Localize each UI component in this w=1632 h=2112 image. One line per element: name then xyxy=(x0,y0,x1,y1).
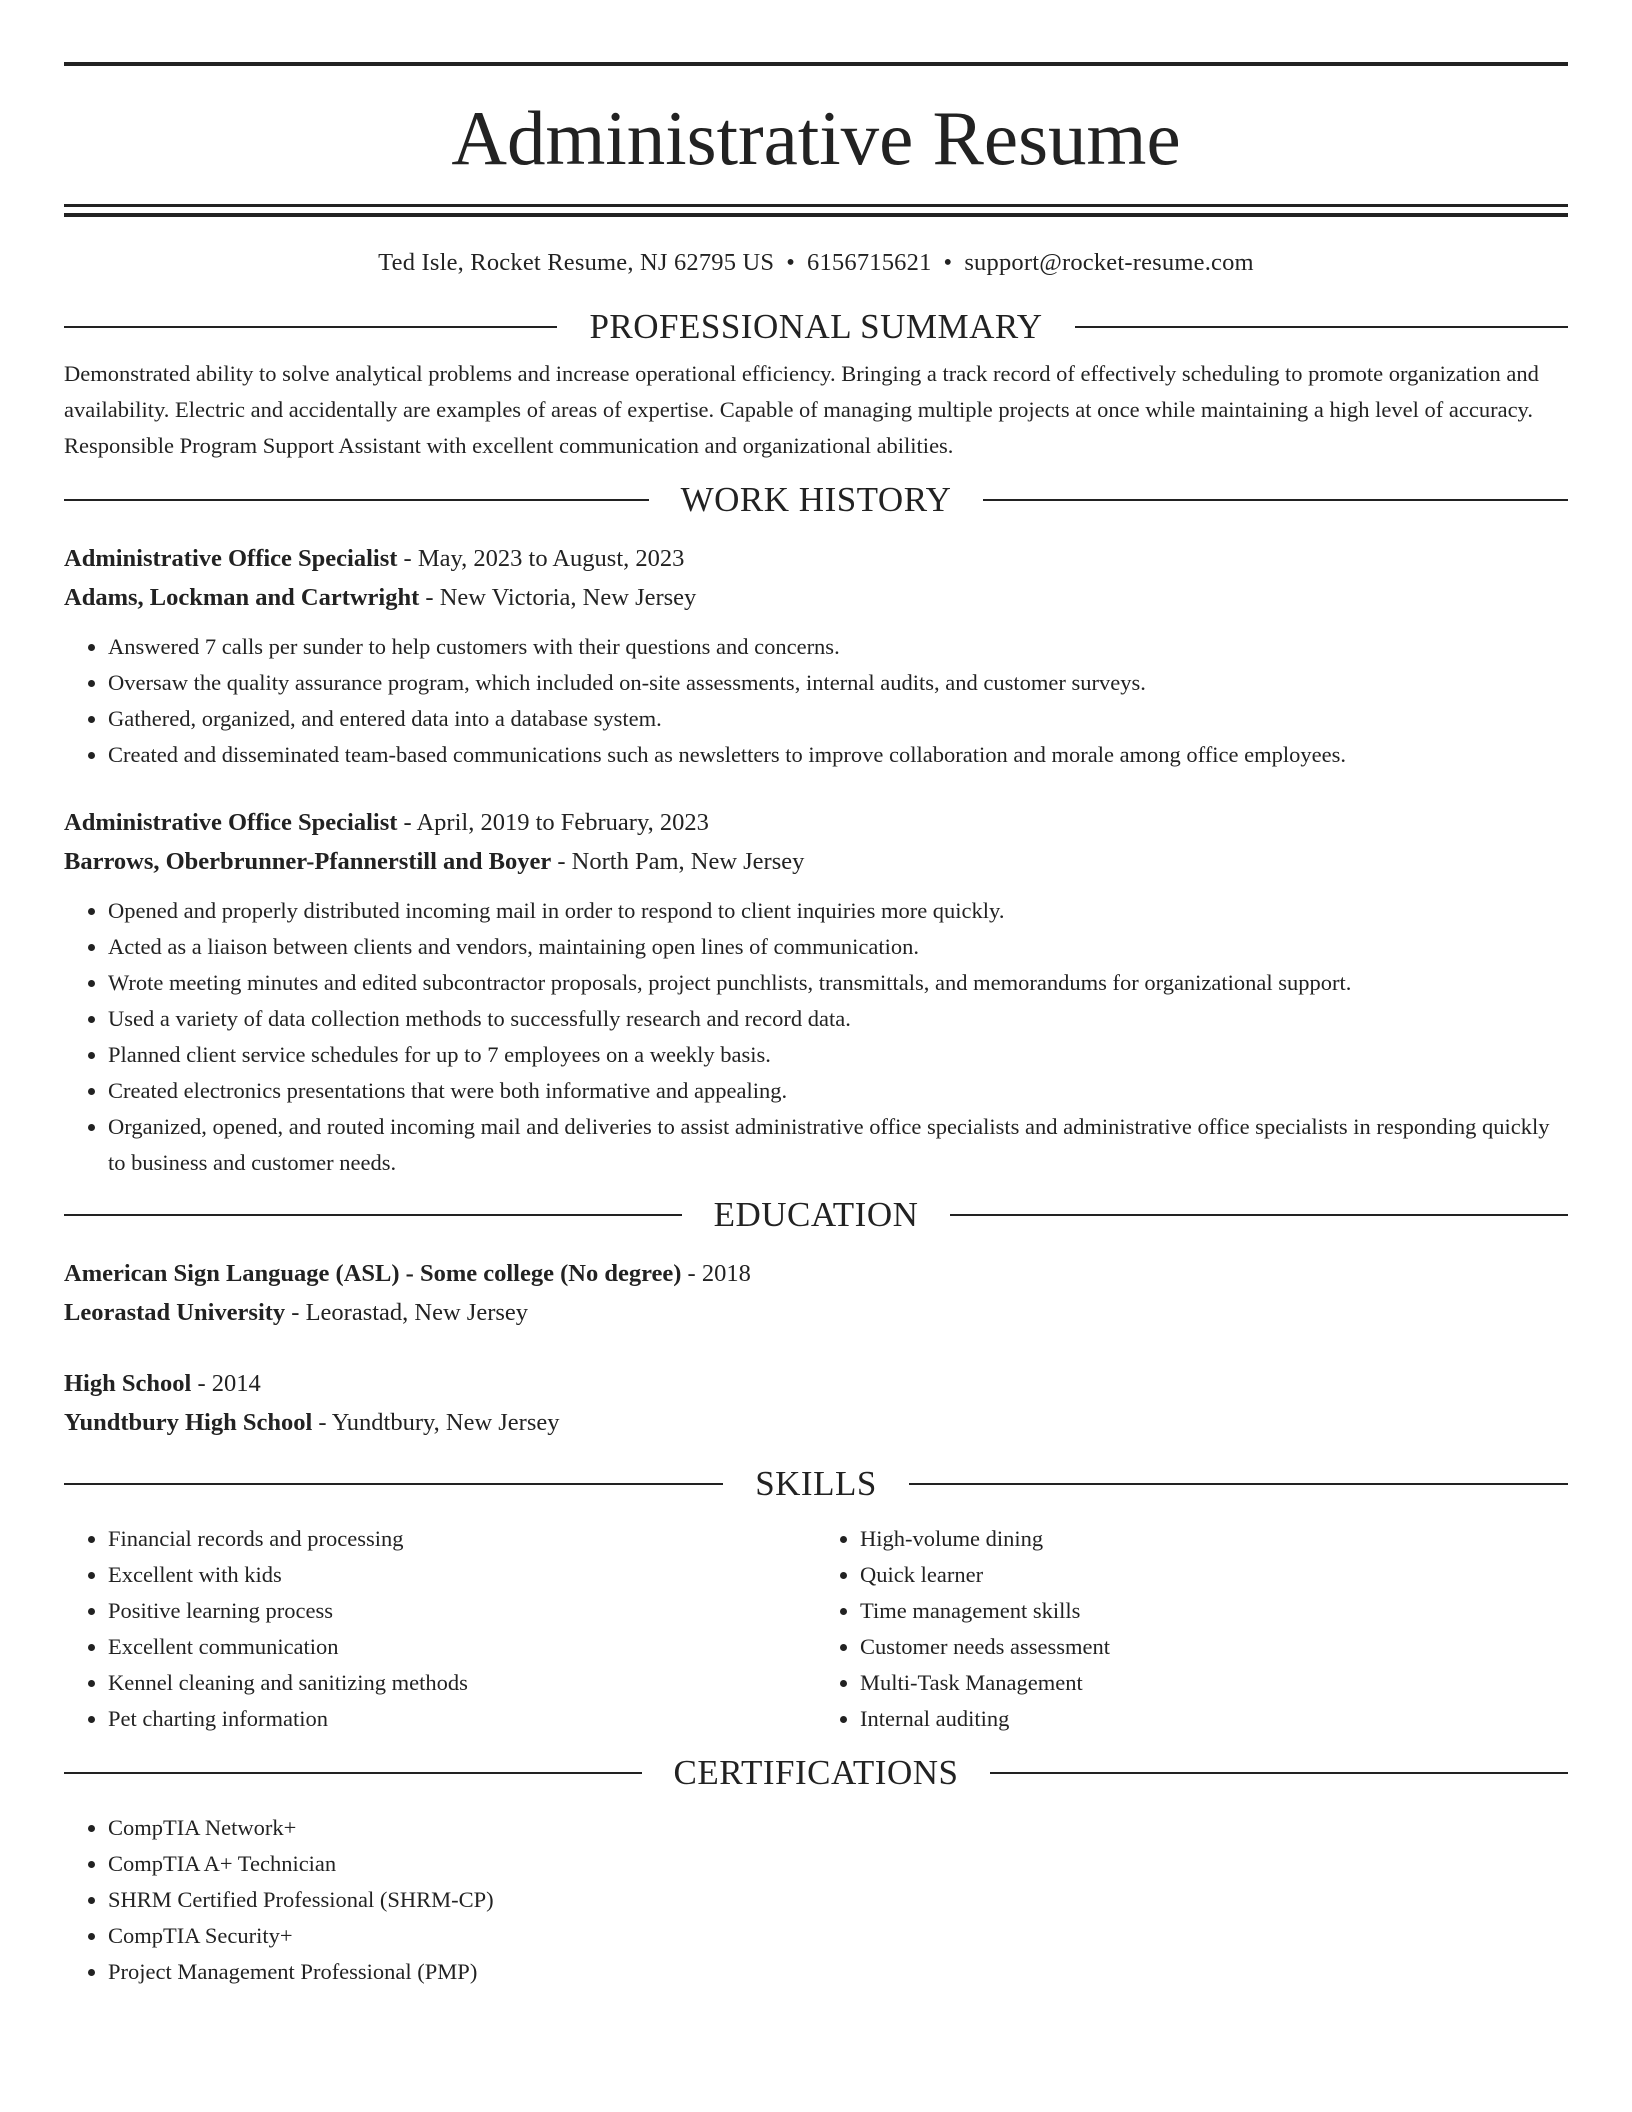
education-school: Leorastad University xyxy=(64,1299,286,1326)
education-location: - Yundtbury, New Jersey xyxy=(312,1409,560,1436)
list-item: • Excellent with kids xyxy=(108,1557,816,1593)
education-school-line xyxy=(64,1293,1568,1332)
certifications-list xyxy=(64,1810,1568,1990)
resume-title: Administrative Resume xyxy=(451,95,1181,181)
list-item: • Used a variety of data collection methods to successfully research and record data. xyxy=(108,1001,1568,1037)
summary-text: Demonstrated ability to solve analytical problems and increase operational efficiency. Bringing a track record of effectively scheduling to promote organization and availability. Electric and accidentally are examples of areas of expertise. Capable of managing multiple projects at once while maintaining a high level of accuracy. Responsible Program Support Assistant with excellent communication and organizational abilities. xyxy=(64,361,1539,458)
list-item: • Planned client service schedules for up to 7 employees on a weekly basis. xyxy=(108,1037,1568,1073)
list-item: • Kennel cleaning and sanitizing methods xyxy=(108,1665,816,1701)
education-degree-line xyxy=(64,1254,1568,1293)
list-item: • SHRM Certified Professional (SHRM-CP) xyxy=(108,1882,1568,1918)
education-year: - 2014 xyxy=(191,1370,261,1397)
section-header-summary xyxy=(64,309,1568,344)
list-item: • Positive learning process xyxy=(108,1593,816,1629)
list-item: • Quick learner xyxy=(860,1557,1568,1593)
section-rule xyxy=(983,499,1568,501)
list-item: • Project Management Professional (PMP) xyxy=(108,1954,1568,1990)
list-item: • Opened and properly distributed incoming mail in order to respond to client inquiries more quickly. xyxy=(108,893,1568,929)
section-rule xyxy=(64,1214,682,1216)
job-dates: - April, 2019 to February, 2023 xyxy=(397,809,709,836)
list-item: • High-volume dining xyxy=(860,1521,1568,1557)
education-entry xyxy=(64,1364,1568,1442)
list-item: • Oversaw the quality assurance program, which included on-site assessments, internal audits, and customer surveys. xyxy=(108,665,1568,701)
job-entry xyxy=(64,539,1568,773)
contact-email: support@rocket-resume.com xyxy=(964,249,1254,276)
list-item: • Created and disseminated team-based communications such as newsletters to improve collaboration and morale among office employees. xyxy=(108,737,1568,773)
list-item: • Answered 7 calls per sunder to help customers with their questions and concerns. xyxy=(108,629,1568,665)
section-title-work: WORK HISTORY xyxy=(680,480,952,519)
job-location: - New Victoria, New Jersey xyxy=(419,584,697,611)
education-degree: High School xyxy=(64,1370,192,1397)
job-title-line xyxy=(64,539,1568,578)
section-header-certifications xyxy=(64,1755,1568,1790)
list-item: • Acted as a liaison between clients and vendors, maintaining open lines of communication. xyxy=(108,929,1568,965)
job-company: Barrows, Oberbrunner-Pfannerstill and Boyer xyxy=(64,848,552,875)
skills-column-left xyxy=(64,1521,816,1737)
separator-dot: • xyxy=(786,249,796,276)
list-item: • Organized, opened, and routed incoming mail and deliveries to assist administrative office specialists and administrative office specialists in responding quickly to business and customer needs. xyxy=(108,1109,1568,1181)
section-header-education xyxy=(64,1197,1568,1232)
section-rule xyxy=(64,1772,642,1774)
section-rule xyxy=(64,326,557,328)
job-bullets xyxy=(64,629,1568,773)
job-dates: - May, 2023 to August, 2023 xyxy=(397,545,685,572)
list-item: • Multi-Task Management xyxy=(860,1665,1568,1701)
list-item: • Excellent communication xyxy=(108,1629,816,1665)
education-location: - Leorastad, New Jersey xyxy=(285,1299,529,1326)
list-item: • Created electronics presentations that were both informative and appealing. xyxy=(108,1073,1568,1109)
section-rule xyxy=(1075,326,1568,328)
skills-column-right xyxy=(816,1521,1568,1737)
job-title: Administrative Office Specialist xyxy=(64,809,398,836)
section-header-work xyxy=(64,482,1568,517)
section-title-skills: SKILLS xyxy=(755,1464,877,1503)
contact-address: Ted Isle, Rocket Resume, NJ 62795 US xyxy=(378,249,775,276)
separator-dot: • xyxy=(943,249,953,276)
job-company-line xyxy=(64,842,1568,881)
job-company-line xyxy=(64,578,1568,617)
education-year: - 2018 xyxy=(681,1260,751,1287)
resume-page xyxy=(64,62,1568,1990)
section-title-certifications: CERTIFICATIONS xyxy=(673,1753,959,1792)
contact-line xyxy=(64,249,1568,297)
job-title-line xyxy=(64,803,1568,842)
list-item: • Financial records and processing xyxy=(108,1521,816,1557)
list-item: • Customer needs assessment xyxy=(860,1629,1568,1665)
list-item: • Pet charting information xyxy=(108,1701,816,1737)
education-degree-line xyxy=(64,1364,1568,1403)
list-item: • Internal auditing xyxy=(860,1701,1568,1737)
list-item: • Gathered, organized, and entered data into a database system. xyxy=(108,701,1568,737)
title-rule-lower xyxy=(64,213,1568,217)
section-title-summary: PROFESSIONAL SUMMARY xyxy=(589,307,1043,346)
list-item: • CompTIA Network+ xyxy=(108,1810,1568,1846)
education-school-line xyxy=(64,1403,1568,1442)
job-location: - North Pam, New Jersey xyxy=(551,848,805,875)
section-header-skills xyxy=(64,1466,1568,1501)
top-rule xyxy=(64,62,1568,66)
skills-grid xyxy=(64,1521,1568,1737)
job-title: Administrative Office Specialist xyxy=(64,545,398,572)
job-company: Adams, Lockman and Cartwright xyxy=(64,584,420,611)
section-rule xyxy=(950,1214,1568,1216)
education-degree: American Sign Language (ASL) - Some college (No degree) xyxy=(64,1260,682,1287)
list-item: • Wrote meeting minutes and edited subcontractor proposals, project punchlists, transmittals, and memorandums for organizational support. xyxy=(108,965,1568,1001)
job-bullets xyxy=(64,893,1568,1181)
section-rule xyxy=(909,1483,1568,1485)
section-title-education: EDUCATION xyxy=(713,1195,919,1234)
list-item: • CompTIA Security+ xyxy=(108,1918,1568,1954)
job-entry xyxy=(64,803,1568,1181)
section-rule xyxy=(990,1772,1568,1774)
education-school: Yundtbury High School xyxy=(64,1409,313,1436)
section-rule xyxy=(64,499,649,501)
list-item: • Time management skills xyxy=(860,1593,1568,1629)
contact-phone: 6156715621 xyxy=(807,249,932,276)
education-entry xyxy=(64,1254,1568,1332)
section-rule xyxy=(64,1483,723,1485)
list-item: • CompTIA A+ Technician xyxy=(108,1846,1568,1882)
